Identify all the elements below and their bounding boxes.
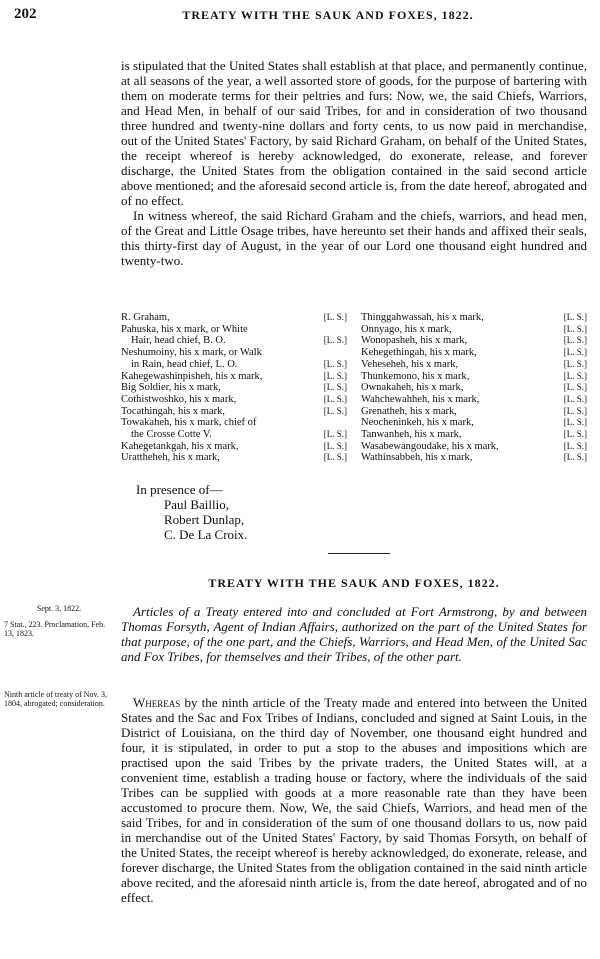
treaty-preamble-block: [121, 604, 587, 664]
treaty-body: [121, 695, 587, 905]
signatory: the Crosse Cotte V. [L. S.]: [131, 429, 347, 441]
margin-note-date: Sept. 3, 1822.: [36, 604, 82, 613]
witness-name: Robert Dunlap,: [164, 512, 245, 527]
page-header: [14, 6, 592, 26]
signatory: Hair, head chief, B. O. [L. S.]: [131, 335, 347, 347]
signatory: Grenatheh, his x mark, [L. S.]: [361, 405, 587, 417]
signatory: Urattheheh, his x mark, [L. S.]: [121, 452, 347, 464]
margin-note-ninth-article: Ninth article of treaty of Nov. 3, 1804, abrogated; consideration.: [4, 690, 108, 708]
signatory: Onnyago, his x mark, [L. S.]: [361, 323, 587, 335]
signatory: Tanwanheh, his x mark, [L. S.]: [361, 429, 587, 441]
witness-name: Paul Baillio,: [164, 497, 229, 512]
signatory: Cothistwoshko, his x mark, [L. S.]: [121, 393, 347, 405]
paragraph-witness: In witness whereof, the said Richard Graham and the chiefs, warriors, and head men, of the Great and Little Osage tribes, have hereunto set their hands and affixed their seals, this thirty-first day of August, in the year of our Lord one thousand eight hundred and twenty-two.: [121, 208, 587, 268]
signatory: Neocheninkeh, his x mark, [L. S.]: [361, 417, 587, 429]
whereas-body: by the ninth article of the Treaty made and entered into between the United States and the Sac and Fox Tribes of Indians, concluded and signed at Saint Louis, in the District of Louisiana, on the third day of November, one thousand eight hundred and four, it is stipulated, in order to put a stop to the abuses and impositions which are practised upon the said Tribes by the private traders, the United States will, at a convenient time, establish a trading house or factory, where the individuals of the said Tribes can be supplied with goods at a more reasonable rate than they have been accustomed to procure them. Now, We, the said Chiefs, Warriors, and head men of the said Tribes, for and in consideration of the sum of one thousand dollars to us, now paid in merchandise out of the United States' Factory, by said Thomas Forsyth, on behalf of the United States, the receipt whereof is hereby acknowledged, do exonerate, release, and forever discharge, the United States from the obligation contained in the said ninth article above recited, and the aforesaid ninth article is, from the date hereof, abrogated and of no effect.: [121, 695, 587, 905]
signatures-right-column: [361, 312, 587, 464]
signatory: Thunkemono, his x mark, [L. S.]: [361, 370, 587, 382]
witnesses-block: [136, 482, 247, 542]
signatory: in Rain, head chief, L. O. [L. S.]: [131, 358, 347, 370]
signatory: R. Graham, [L. S.]: [121, 312, 347, 323]
page-number: 202: [14, 6, 37, 22]
presence-heading: In presence of—: [136, 482, 223, 497]
signatory: Ownakaheh, his x mark, [L. S.]: [361, 382, 587, 394]
signatory: Kahegetankgah, his x mark, [L. S.]: [121, 440, 347, 452]
signatory: Kehegethingah, his x mark, [L. S.]: [361, 347, 587, 359]
signatory: Veheseheh, his x mark, [L. S.]: [361, 358, 587, 370]
section-divider: [328, 553, 390, 554]
signatory: Wasabewangoudake, his x mark, [L. S.]: [361, 440, 587, 452]
treaty-body-continued: [121, 58, 587, 268]
signatures-left-column: [121, 312, 347, 464]
running-head: TREATY WITH THE SAUK AND FOXES, 1822.: [182, 8, 474, 22]
signatory: Pahuska, his x mark, or White: [121, 323, 248, 335]
signatory: Towakaheh, his x mark, chief of: [121, 417, 257, 429]
signatory: Neshumoiny, his x mark, or Walk: [121, 347, 262, 359]
witness-name: C. De La Croix.: [164, 527, 248, 542]
signatory: Tocathingah, his x mark, [L. S.]: [121, 405, 347, 417]
signatory: Kahegewashinpisheh, his x mark, [L. S.]: [121, 370, 347, 382]
paragraph-abrogation: is stipulated that the United States shall establish at that place, and permanently continue, at all seasons of the year, a well assorted store of goods, for the purpose of bartering with them on moderate terms for their peltries and furs: Now, we, the said Chiefs, Warriors, and Head Men, in behalf of our said Tribes, for and in consideration of two thousand three hundred and twenty-nine dollars and forty cents, to us now paid in merchandise, out of the United States' Factory, by said Richard Graham, on behalf of the United States, the receipt whereof is hereby acknowledged, do exonerate, release, and forever discharge, the United States from the obligation contained in the said second article above mentioned; and the aforesaid second article is, from the date hereof, abrogated and of no effect.: [121, 58, 587, 208]
whereas-lead: Whereas: [133, 695, 181, 710]
signatory: Wahchewahheh, his x mark, [L. S.]: [361, 393, 587, 405]
treaty-title: TREATY WITH THE SAUK AND FOXES, 1822.: [208, 576, 500, 590]
margin-note-citation: 7 Stat., 223. Proclamation, Feb. 13, 1823.: [4, 620, 106, 638]
signatory: Thinggahwassah, his x mark, [L. S.]: [361, 312, 587, 323]
signatory: Wonopasheh, his x mark, [L. S.]: [361, 335, 587, 347]
signatory: Wathinsabbeh, his x mark, [L. S.]: [361, 452, 587, 464]
signatory: Big Soldier, his x mark, [L. S.]: [121, 382, 347, 394]
treaty-preamble: Articles of a Treaty entered into and concluded at Fort Armstrong, by and between Thomas Forsyth, Agent of Indian Affairs, authorized on the part of the United States for that purpose, of the one part, and the Chiefs, Warriors, and Head Men, of the United Sac and Fox Tribes, for themselves and their Tribes, of the other part.: [121, 604, 587, 664]
whereas-paragraph: [121, 695, 587, 905]
